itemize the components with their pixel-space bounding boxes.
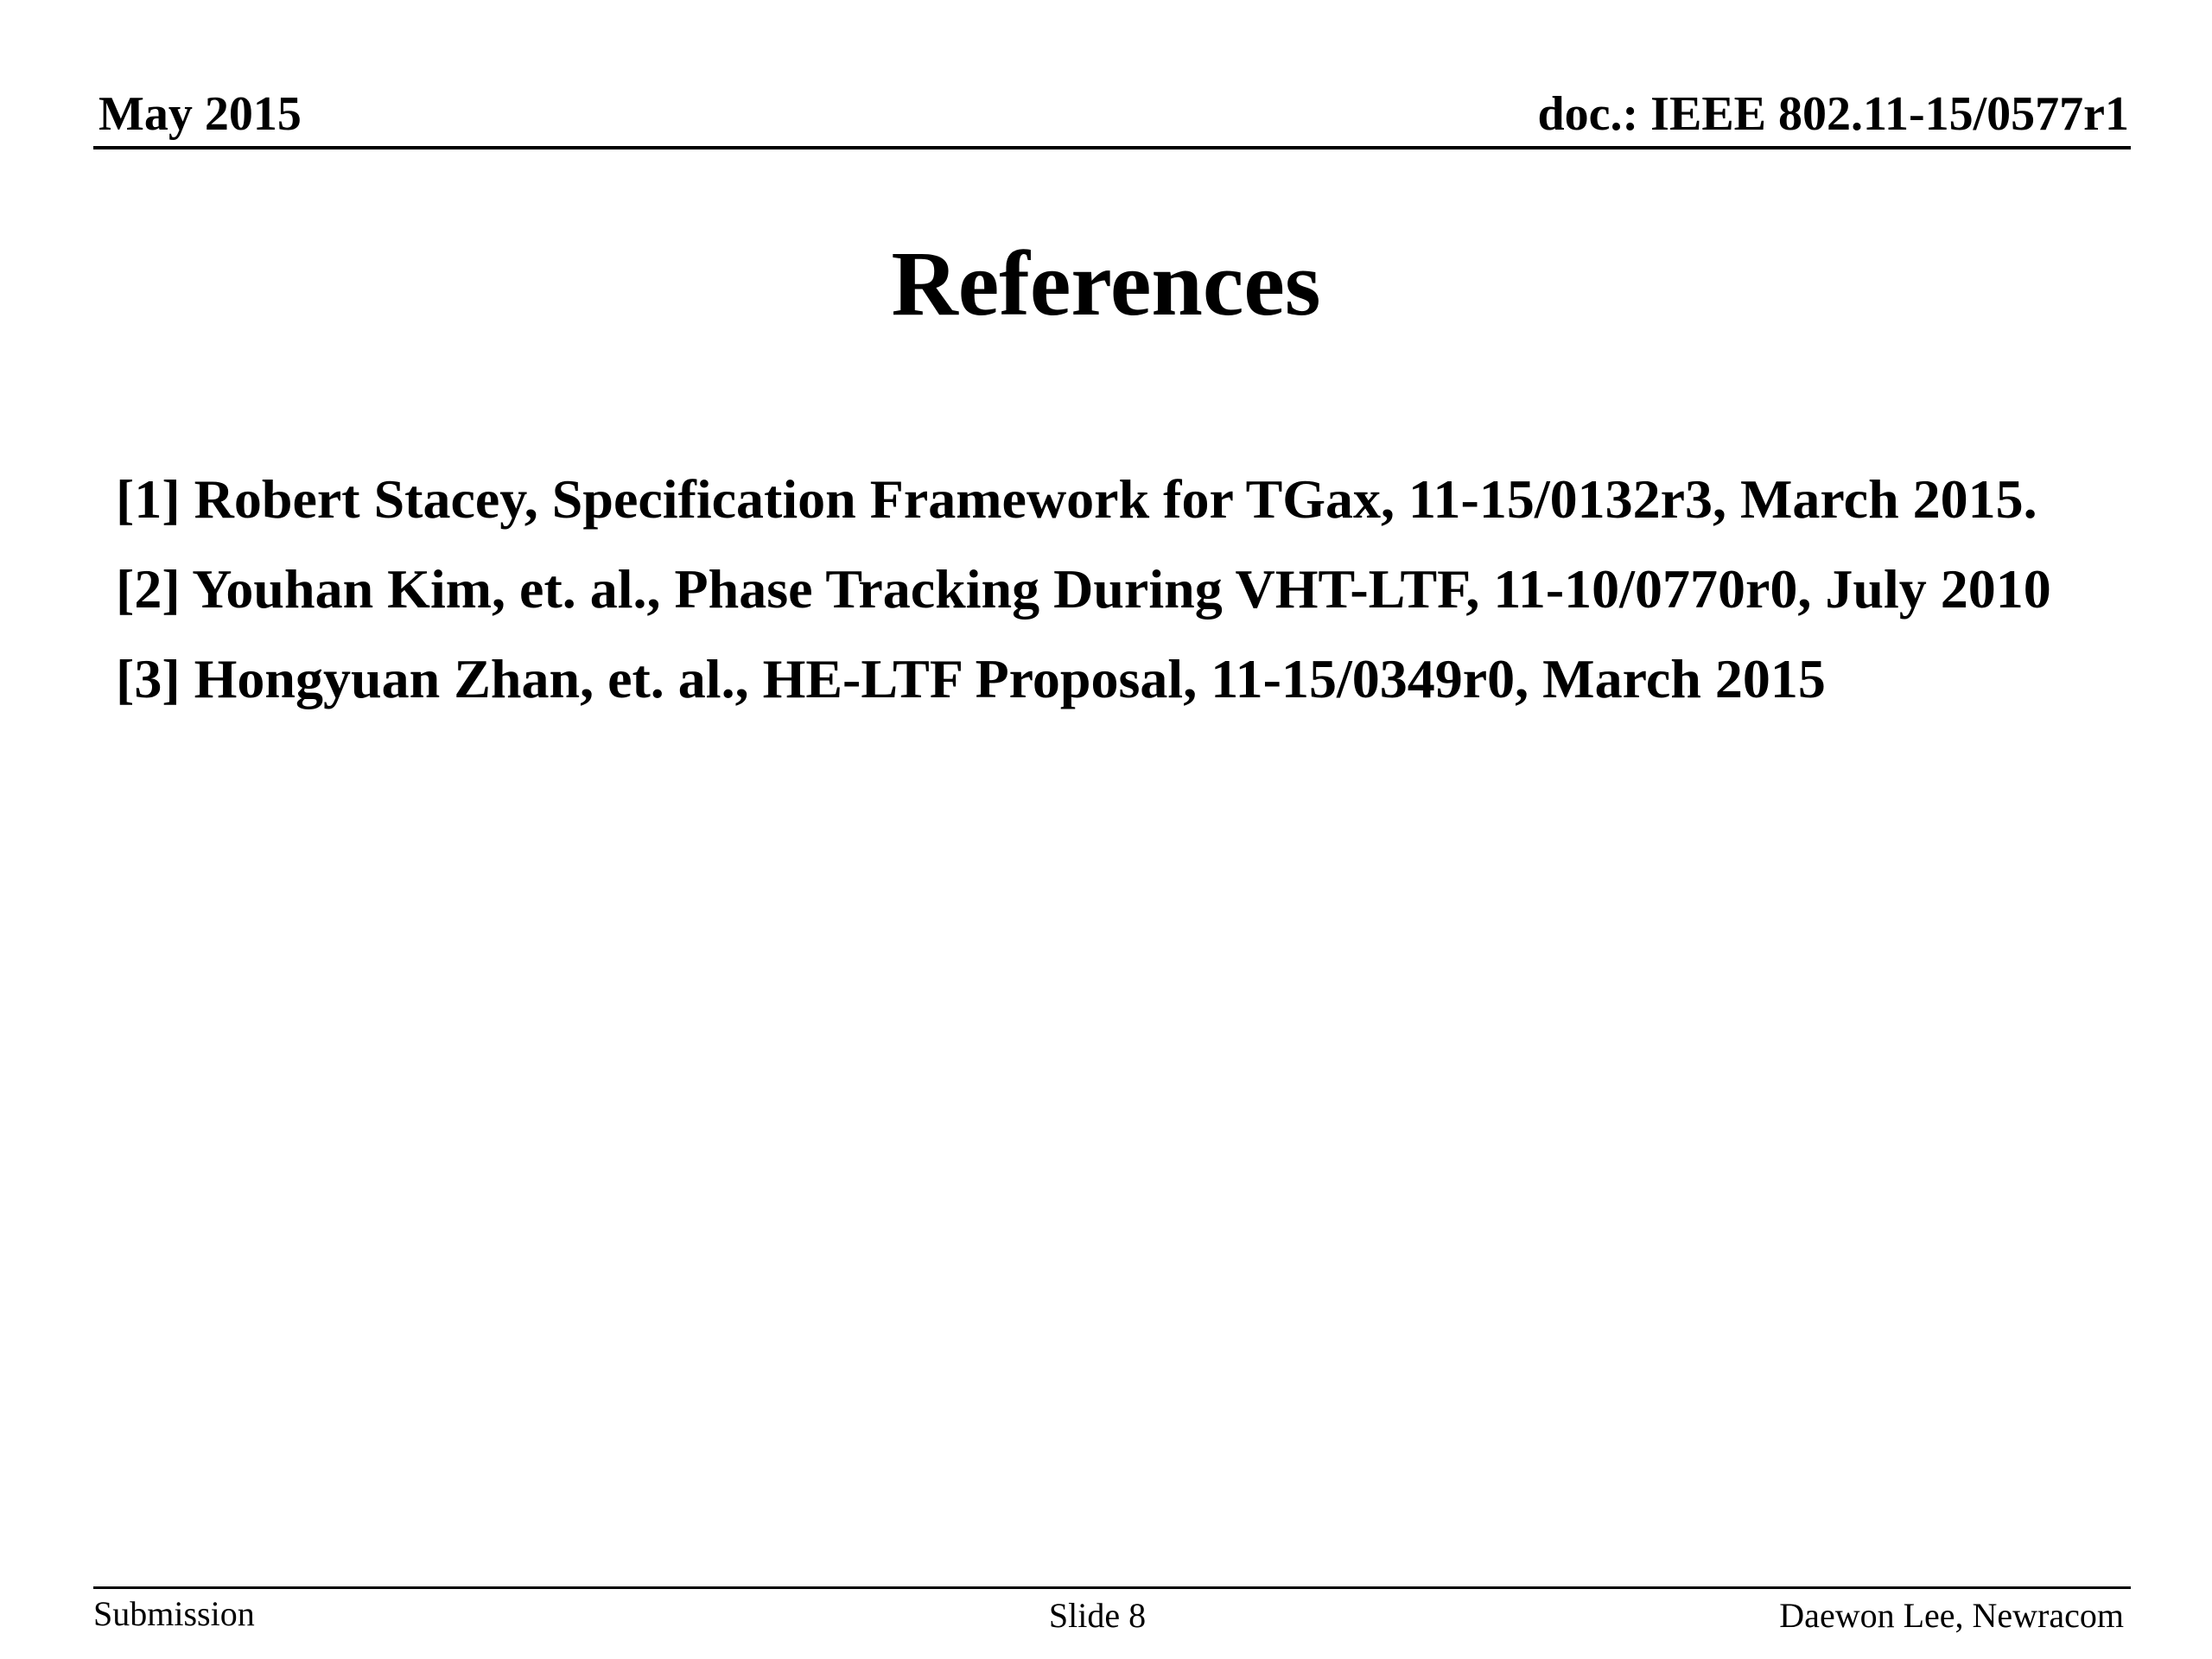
reference-list [116, 462, 2129, 732]
footer-slide-number: Slide 8 [1048, 1596, 1147, 1635]
footer-author: Daewon Lee, Newracom [1779, 1596, 2124, 1635]
slide-title: References [891, 233, 1321, 335]
reference-item-3: [3] Hongyuan Zhan, et. al., HE-LTF Proposal, 11-15/0349r0, March 2015 [116, 648, 1826, 709]
reference-item-1: [1] Robert Stacey, Specification Framework for TGax, 11-15/0132r3, March 2015. [116, 468, 2037, 530]
header-divider [93, 146, 2131, 149]
slide-header [95, 83, 2129, 145]
footer-submission: Submission [93, 1594, 255, 1633]
footer-divider [93, 1586, 2131, 1589]
header-date: May 2015 [99, 87, 302, 141]
header-doc-id: doc.: IEEE 802.11-15/0577r1 [1537, 87, 2129, 141]
reference-item-2: [2] Youhan Kim, et. al., Phase Tracking During VHT-LTF, 11-10/0770r0, July 2010 [116, 558, 2051, 620]
